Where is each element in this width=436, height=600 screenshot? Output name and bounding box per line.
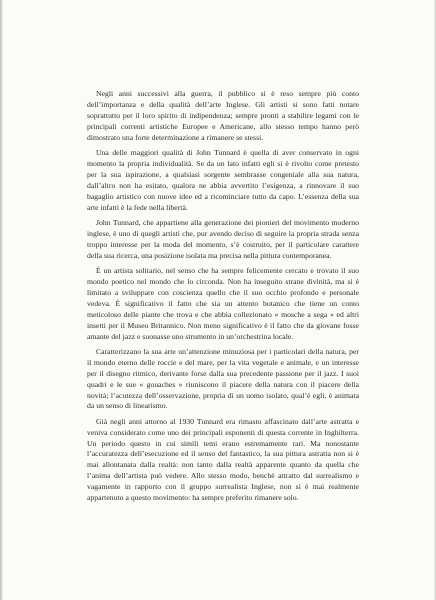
paragraph: Caratterizzano la sua arte un’attenzione minuziosa per i particolari della natura, per il mondo eterno delle roccie e del mare, per la vita vegetale e animale, e un interesse per il disegno ritmico, derivante forse dalla sua precedente passione per il jazz. I suoi quadri e le sue « gouaches » riuniscono il piacere della natura con il piacere della novità; l’acutezza dell’osservazione, propria di un uomo isolato, qual’è egli, è animata da un senso di linearismo. (87, 346, 359, 411)
paragraph: Già negli anni attorno al 1930 Tunnard era rimasto affascinato dall’arte astratta e veniva considerato come uno dei principali esponenti di questa corrente in Inghilterra. Un periodo questo in cui simili temi erano estremamente rari. Ma nonostante l’accuratezza dell’esecuzione ed il senso del fantastico, la sua pittura astratta non si è mai allontanata dalla realtà: non tanto dalla realtà apparente quanto da quella che l’anima dell’artista può vedere. Allo stesso modo, benchè attratto dal surrealismo e vagamente in rapporto con il gruppo surrealista Inglese, non si è mai realmente appartenuto a questo movimento: ha sempre preferito rimanere solo. (87, 416, 359, 503)
body-text (87, 89, 359, 504)
paragraph: Negli anni successivi alla guerra, il pubblico si è reso sempre più conto dell’importanza e della qualità dell’arte Inglese. Gli artisti si sono fatti notare soprattutto per il loro spirito di indipendenza; sempre pronti a stabilire legami con le principali correnti artistiche Europee e Americane, allo stesso tempo hanno però dimostrato una forte determinazione a rimanere se stessi. (87, 89, 359, 142)
paragraph: Una delle maggiori qualità di John Tunnard è quella di aver conservato in ogni momento la propria individualità. Se da un lato infatti egli si è rivolto come pretesto per la sua ispirazione, a qualsiasi sorgente sembrasse congeniale alla sua natura, dall’altro non ha esitato, qualora ne abbia avvertito l’esigenza, a rinnovare il suo bagaglio artistico con nuove idee ed a ricominciare tutto da capo. L’essenza della sua arte infatti è la fede nella libertà. (87, 147, 359, 212)
paragraph: John Tunnard, che appartiene alla generazione dei pionieri del movimento moderno inglese, è uno di quegli artisti che, pur avendo deciso di seguire la propria strada senza troppo interesse per la moda del momento, s’è costruito, per il particolare carattere della sua ricerca, una posizione isolata ma precisa nella pittura contemporanea. (87, 217, 359, 260)
paragraph: È un artista solitario, nel senso che ha sempre felicemente cercato e trovato il suo mondo poetico nel mondo che lo circonda. Non ha inseguito strane divinità, ma si è limitato a sviluppare con coscienza quello che il suo occhio profondo e personale vedeva. È significativo il fatto che sia un attento botanico che tiene un conto meticoloso delle piante che trova e che abbia collezionato « mosche a sega » ed altri insetti per il Museo Britannico. Non meno significativo è il fatto che da giovane fosse amante del jazz e suonasse uno strumento in un’orchestrina locale. (87, 265, 359, 341)
page-left-edge (0, 0, 3, 600)
